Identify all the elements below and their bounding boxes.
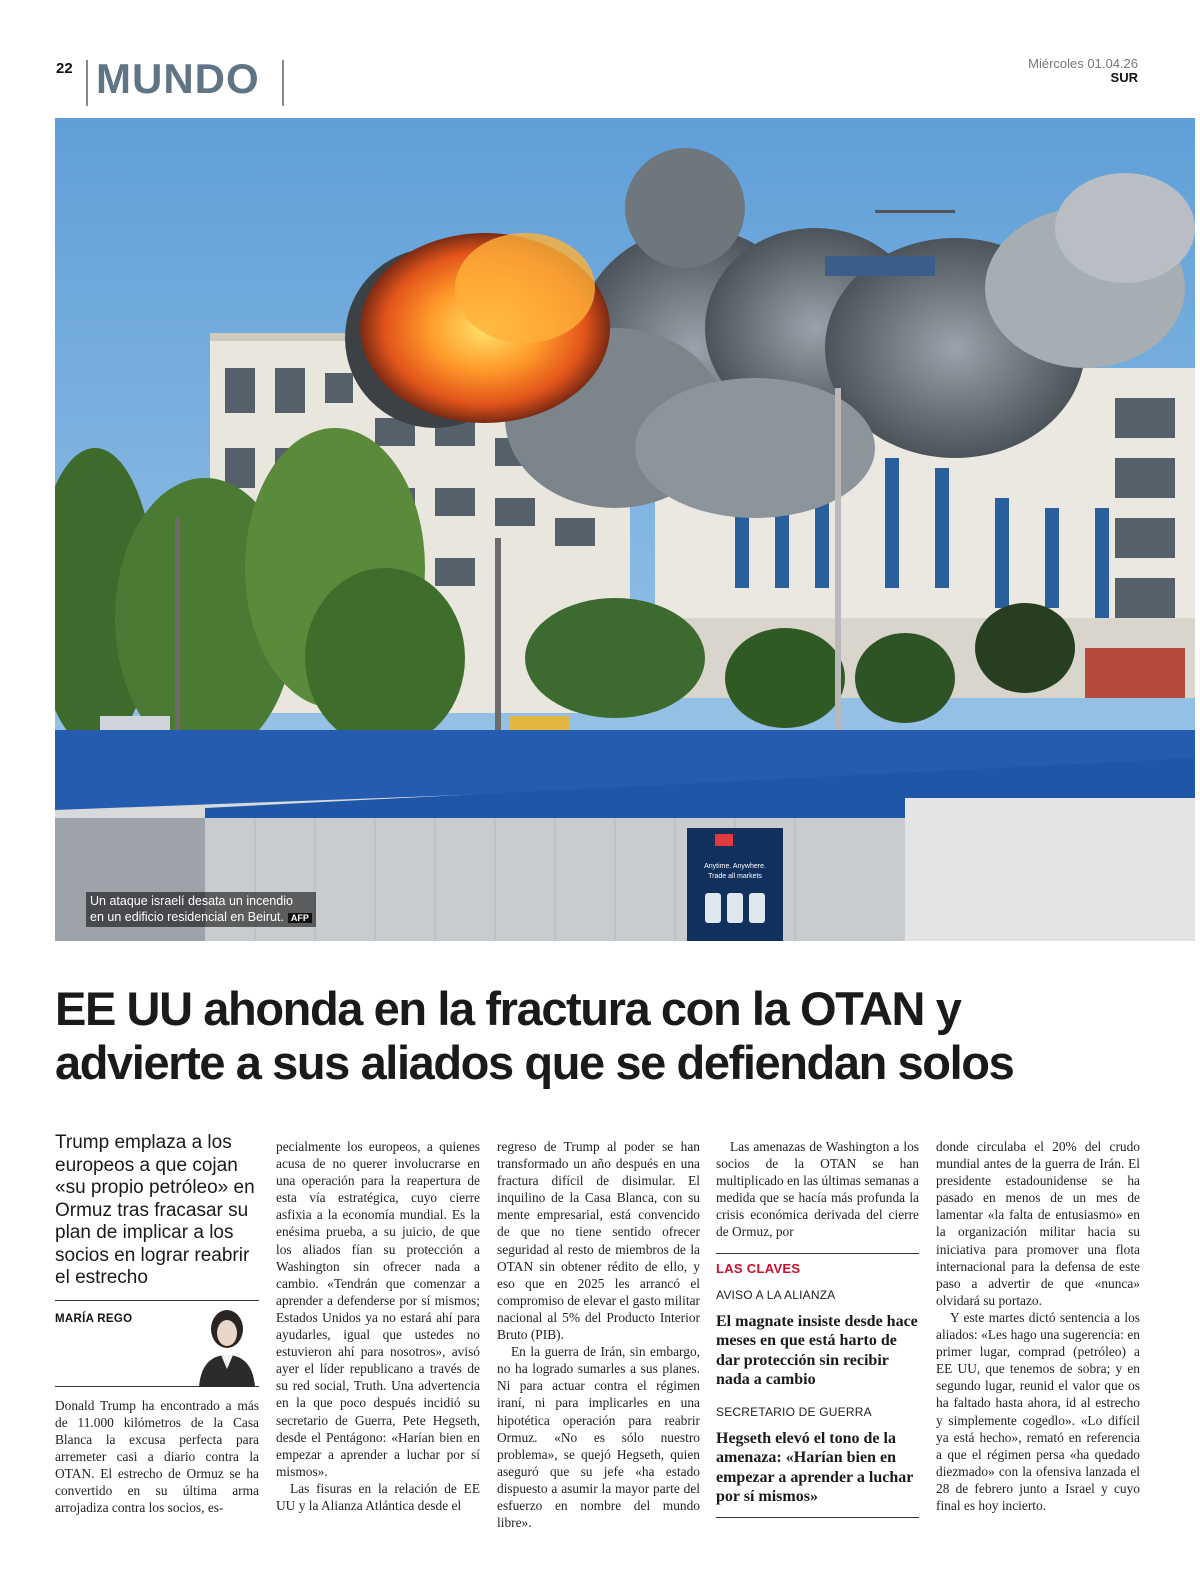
column-2-paragraph-1: pecialmente los europeos, a quienes acusa de no querer involucrarse en una operación para la reapertura de esta vía estratégica, cuyo cierre asfixia a la economía mundial. Es la enésima prueba, a su juicio, de que los aliados fían su protección a Washington sin ofrecer nada a cambio. «Tendrán que comenzar a aprender a defenderse por sí mismos; Estados Unidos ya no estará ahí para ayudarles, igual que ustedes no estuvieron ahí para nosotros», avisó ayer el líder republicano a través de su red social, Truth. Una advertencia en la que poco después incidió su secretario de Guerra, Pete Hegseth, desde el Pentágono: «Harían bien en empezar a aprender a luchar por sí mismos».: [276, 1139, 480, 1479]
headline: [55, 982, 1165, 1090]
column-3-paragraph-1: regreso de Trump al poder se han transformado un año después en una fractura difícil de disimular. El inquilino de la Casa Blanca, con su mente empresarial, está convencido de que no tiene sentido ofrecer seguridad al resto de miembros de la OTAN sin obtener rédito de ello, y eso que en 2025 les arrancó el compromiso de elevar el gasto militar nacional al 5% del Producto Interior Bruto (PIB).: [497, 1139, 700, 1343]
section-title: MUNDO: [96, 55, 260, 102]
column-4-paragraph-1: Las amenazas de Washington a los socios de la OTAN se han multiplicado en las últimas semanas a medida que se hacía más profunda la crisis económica derivada del cierre de Ormuz, por: [716, 1139, 919, 1240]
claves-title: LAS CLAVES: [716, 1260, 801, 1276]
publication-name: SUR: [1110, 70, 1138, 85]
claves-item1-kicker: AVISO A LA ALIANZA: [716, 1287, 836, 1302]
issue-date: Miércoles 01.04.26: [1028, 56, 1138, 71]
column-3: [497, 1138, 700, 1531]
caption-line1: Un ataque israelí desata un incendio: [90, 894, 293, 908]
claves-item2-kicker: SECRETARIO DE GUERRA: [716, 1404, 872, 1419]
column-1-body: Donald Trump ha encontrado a más de 11.000 kilómetros de la Casa Blanca la excusa perfecta para arremeter casi a diario contra la OTAN. El estrecho de Ormuz se ha convertido en su última arma arrojadiza contra los socios, es-: [55, 1397, 259, 1516]
subheadline: Trump emplaza a los europeos a que cojan «su propio petróleo» en Ormuz tras fracasar su plan de implicar a los socios en lograr reabrir el estrecho: [55, 1132, 255, 1288]
page-number: 22: [56, 60, 73, 77]
billboard-line1: Anytime. Anywhere.: [704, 863, 766, 870]
claves-bottom-rule: [716, 1517, 919, 1518]
claves-item1-text: El magnate insiste desde hace meses en que está harto de dar protección sin recibir nada a cambio: [716, 1312, 918, 1389]
column-5-paragraph-2: Y este martes dictó sentencia a los aliados: «Les hago una sugerencia: en primer lugar, comprad (petróleo) a EE UU, que tenemos de sobra; y en segundo lugar, reunid el valor que os ha faltado hasta ahora, id al estrecho y simplemente cogedlo». «Lo difícil ya está hecho», remató en referencia a que el régimen persa «ha quedado diezmado» con la ofensiva lanzada el 28 de febrero junto a Israel y cuyo final es hoy incierto.: [936, 1309, 1140, 1513]
byline: [55, 1301, 259, 1387]
column-2: [276, 1138, 480, 1514]
billboard-line2: Trade all markets: [708, 873, 762, 880]
column-4: [716, 1138, 919, 1518]
headline-line2: advierte a sus aliados que se defiendan solos: [55, 1036, 1014, 1089]
headline-line1: EE UU ahonda en la fractura con la OTAN y: [55, 982, 961, 1035]
column-3-paragraph-2: En la guerra de Irán, sin embargo, no ha logrado sumarles a sus planes. Ni para actuar contra el régimen iraní, ni para implicarles en una hipotética operación para reabrir Ormuz. «No es sólo nuestro problema», se quejó Hegseth, quien aseguró que su jefe «ha estado dispuesto a asumir la mayor parte del esfuerzo en nombre del mundo libre».: [497, 1344, 700, 1531]
column-5-paragraph-1: donde circulaba el 20% del crudo mundial antes de la guerra de Irán. El presidente estadounidense se ha pasado en menos de un mes de lamentar «la falta de entusiasmo» en la organización militar hacia su iniciativa para promover una flota internacional para la defensa de este paso a advertir de que «nunca» olvidará su portazo.: [936, 1139, 1140, 1308]
column-1: [55, 1132, 259, 1516]
column-5: [936, 1138, 1140, 1514]
claves-top-rule: [716, 1253, 919, 1254]
photo-caption: [86, 892, 316, 927]
column-2-paragraph-2: Las fisuras en la relación de EE UU y la Alianza Atlántica desde el: [276, 1480, 480, 1513]
author-name: MARÍA REGO: [55, 1312, 133, 1325]
main-photo: [55, 118, 1195, 941]
caption-line2: en un edificio residencial en Beirut.: [90, 910, 284, 924]
section-divider-left: [86, 60, 88, 106]
author-portrait: [191, 1301, 259, 1387]
photo-credit: AFP: [288, 913, 312, 923]
section-divider-right: [282, 60, 284, 106]
claves-item2-text: Hegseth elevó el tono de la amenaza: «Harían bien en empezar a aprender a luchar por sí mismos»: [716, 1429, 914, 1506]
